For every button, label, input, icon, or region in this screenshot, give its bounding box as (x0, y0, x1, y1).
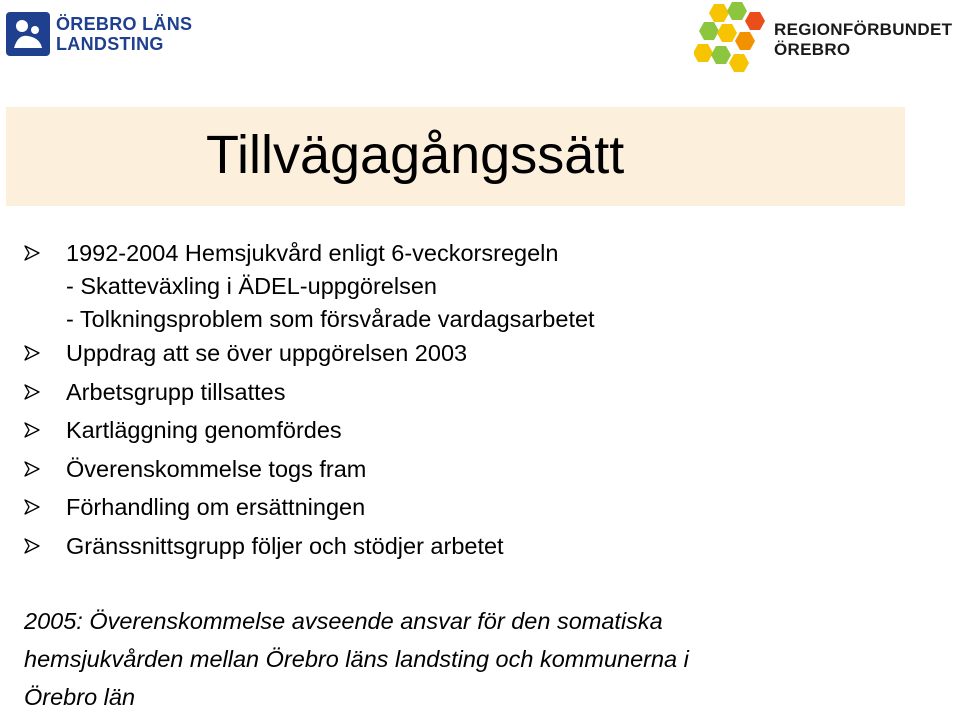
bullet-item (24, 492, 924, 531)
bullet-text: Gränssnittsgrupp följer och stödjer arbetet (66, 532, 504, 559)
landsting-name-line1: ÖREBRO LÄNS (56, 14, 193, 34)
landsting-name-line2: LANDSTING (56, 34, 164, 54)
regionforbundet-name-line2: ÖREBRO (774, 40, 851, 59)
slide-title: Tillvägagångssätt (206, 125, 625, 185)
bullet-item (24, 531, 924, 570)
regionforbundet-logo (694, 0, 960, 75)
landsting-emblem-icon (6, 12, 50, 56)
summary-note-line1: 2005: Överenskommelse avseende ansvar för den somatiska (24, 608, 663, 634)
arrowhead-bullet-icon (24, 422, 40, 438)
bullet-item (24, 338, 924, 377)
arrowhead-bullet-icon (24, 245, 40, 261)
summary-note-line3: Örebro län (24, 684, 136, 710)
regionforbundet-name-line1: REGIONFÖRBUNDET (774, 20, 953, 39)
bullet-text: Överenskommelse togs fram (66, 455, 367, 482)
regionforbundet-name (774, 20, 952, 60)
bullet-subitem (24, 304, 924, 338)
bullet-text: Uppdrag att se över uppgörelsen 2003 (66, 340, 468, 366)
summary-note-line2: hemsjukvården mellan Örebro läns landsting och kommunerna i (24, 646, 689, 672)
arrowhead-bullet-icon (24, 461, 40, 477)
arrowhead-bullet-icon (24, 499, 40, 515)
hexagon-cluster-icon (694, 0, 774, 75)
bullet-item (24, 377, 924, 416)
bullet-item (24, 238, 924, 271)
bullet-text: Kartläggning genomfördes (66, 417, 342, 443)
landsting-logo (6, 8, 206, 58)
bullet-subtext: - Skatteväxling i ÄDEL-uppgörelsen (66, 273, 437, 299)
bullet-text: Arbetsgrupp tillsattes (66, 378, 286, 405)
bullet-text: Förhandling om ersättningen (66, 494, 366, 520)
bullet-item (24, 415, 924, 454)
arrowhead-bullet-icon (24, 538, 40, 554)
summary-note (24, 602, 924, 716)
bullet-list (24, 238, 924, 569)
arrowhead-bullet-icon (24, 345, 40, 361)
bullet-item (24, 454, 924, 493)
bullet-text: 1992-2004 Hemsjukvård enligt 6-veckorsregeln (66, 240, 559, 266)
bullet-subitem (24, 271, 924, 304)
arrowhead-bullet-icon (24, 384, 40, 400)
landsting-name (56, 14, 192, 54)
bullet-subtext: - Tolkningsproblem som försvårade vardagsarbetet (66, 306, 595, 332)
